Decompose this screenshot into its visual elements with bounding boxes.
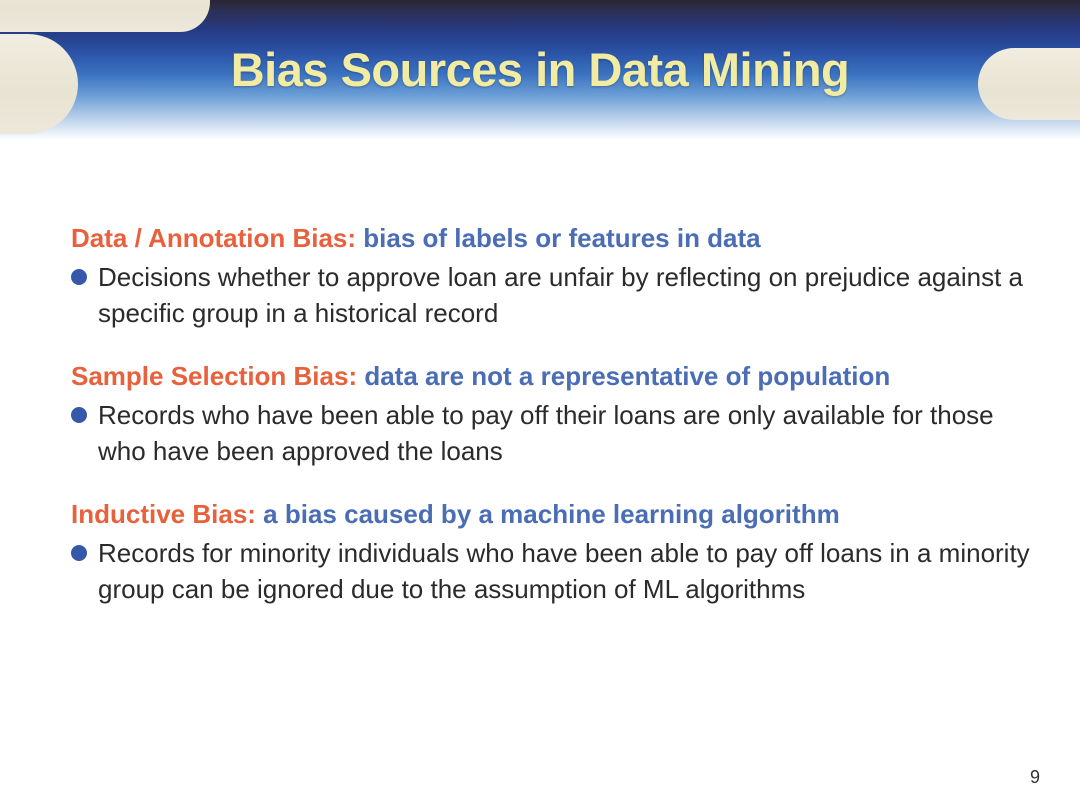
section-sample-selection-bias xyxy=(71,359,1031,469)
bullet-text: Decisions whether to approve loan are unfair by reflecting on prejudice against a specific group in a historical record xyxy=(98,262,1023,328)
bullet-item xyxy=(71,259,1031,331)
section-heading xyxy=(71,221,1031,255)
bias-term: Inductive Bias: xyxy=(71,499,256,529)
bias-term: Sample Selection Bias: xyxy=(71,361,358,391)
section-heading xyxy=(71,497,1031,531)
bullet-item xyxy=(71,535,1031,607)
decorative-shape-top xyxy=(0,0,210,32)
slide-title: Bias Sources in Data Mining xyxy=(230,43,850,96)
section-data-annotation-bias xyxy=(71,221,1031,331)
bullet-text: Records who have been able to pay off their loans are only available for those who have been approved the loans xyxy=(98,400,994,466)
section-heading xyxy=(71,359,1031,393)
bias-term: Data / Annotation Bias: xyxy=(71,223,357,253)
bias-definition: bias of labels or features in data xyxy=(363,223,761,253)
bias-definition: data are not a representative of population xyxy=(364,361,891,391)
page-number: 9 xyxy=(1029,767,1040,787)
bullet-dot-icon xyxy=(71,407,87,423)
section-inductive-bias xyxy=(71,497,1031,607)
bullet-text: Records for minority individuals who have been able to pay off loans in a minority group can be ignored due to the assumption of ML algorithms xyxy=(98,538,1030,604)
content-area xyxy=(71,221,1031,607)
bias-definition: a bias caused by a machine learning algorithm xyxy=(263,499,840,529)
bullet-item xyxy=(71,397,1031,469)
bullet-dot-icon xyxy=(71,269,87,285)
bullet-dot-icon xyxy=(71,545,87,561)
